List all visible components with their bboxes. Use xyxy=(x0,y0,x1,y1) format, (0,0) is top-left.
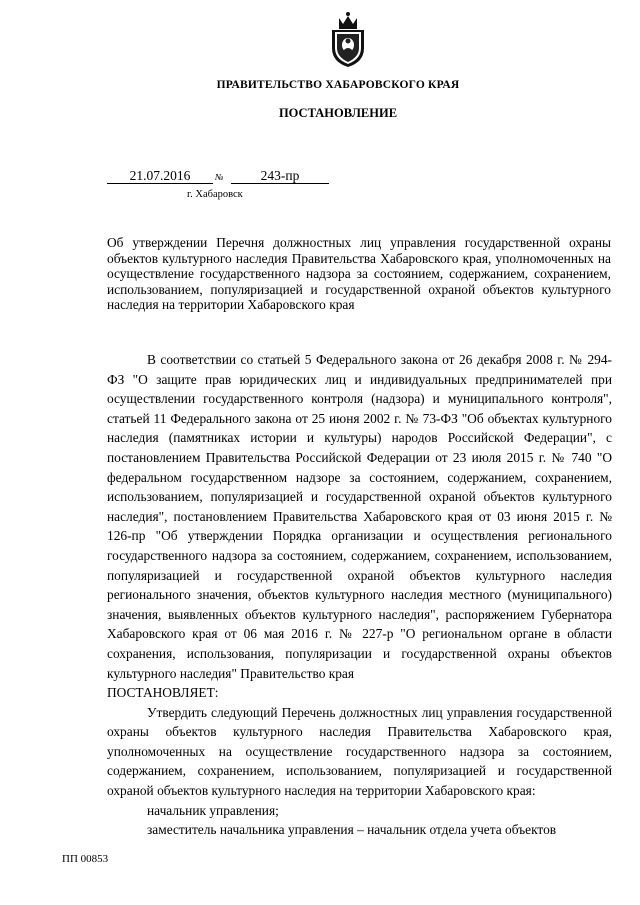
decree-heading: ПОСТАНОВЛЯЕТ: xyxy=(107,685,219,701)
document-number: 243-пр xyxy=(231,168,329,184)
document-date: 21.07.2016 xyxy=(107,168,213,184)
footer-code: ПП 00853 xyxy=(62,853,109,865)
approve-paragraph: Утвердить следующий Перечень должностных лиц управления государственной охраны объектов культурного наследия Правительства Хабаровского края, уполномоченных на осуществление государственного надзора за состоянием, содержанием, сохранением, использованием, популяризацией и государственной охраной объектов культурного наследия на территории Хабаровского края: xyxy=(107,704,612,799)
city: г. Хабаровск xyxy=(187,189,243,200)
list-item: заместитель начальника управления – начальник отдела учета объектов xyxy=(147,822,557,838)
document-title: Об утверждении Перечня должностных лиц управления государственной охраны объектов культурного наследия Правительства Хабаровского края, уполномоченных на осуществление государственного надзора за состоянием, содержанием, сохранением, использованием, популяризацией и государственной охраной объектов культурного наследия на территории Хабаровского края xyxy=(107,235,611,312)
document-type: ПОСТАНОВЛЕНИЕ xyxy=(278,106,398,120)
document-body xyxy=(107,350,612,840)
list-item: начальник управления; xyxy=(147,802,279,818)
number-sign: № xyxy=(215,172,224,182)
preamble-paragraph: В соответствии со статьей 5 Федерального закона от 26 декабря 2008 г. № 294-ФЗ "О защите прав юридических лиц и индивидуальных предпринимателей при осуществлении государственного контроля (надзора) и муниципального контроля", статьей 11 Федерального закона от 25 июня 2002 г. № 73-ФЗ "Об объектах культурного наследия (памятниках истории и культуры) народов Российской Федерации", с постановлением Правительства Российской Федерации от 23 июля 2015 г. № 740 "О федеральном государственном надзоре за состоянием, содержанием, сохранением, использованием, популяризацией и государственной охраной объектов культурного наследия", постановлением Правительства Хабаровского края от 03 июня 2015 г. № 126-пр "Об утверждении Порядка организации и осуществления регионального государственного надзора за состоянием, содержанием, сохранением, использованием, популяризацией и государственной охраной объектов культурного наследия регионального значения, объектов культурного наследия местного (муниципального) значения, выявленных объектов культурного наследия", распоряжением Губернатора Хабаровского края от 06 мая 2016 г. № 227-р "О региональном органе в области сохранения, использования, популяризации и государственной охраны объектов культурного наследия" Правительство края xyxy=(107,352,612,681)
coat-of-arms-icon xyxy=(327,10,369,68)
government-name: ПРАВИТЕЛЬСТВО ХАБАРОВСКОГО КРАЯ xyxy=(216,79,460,91)
